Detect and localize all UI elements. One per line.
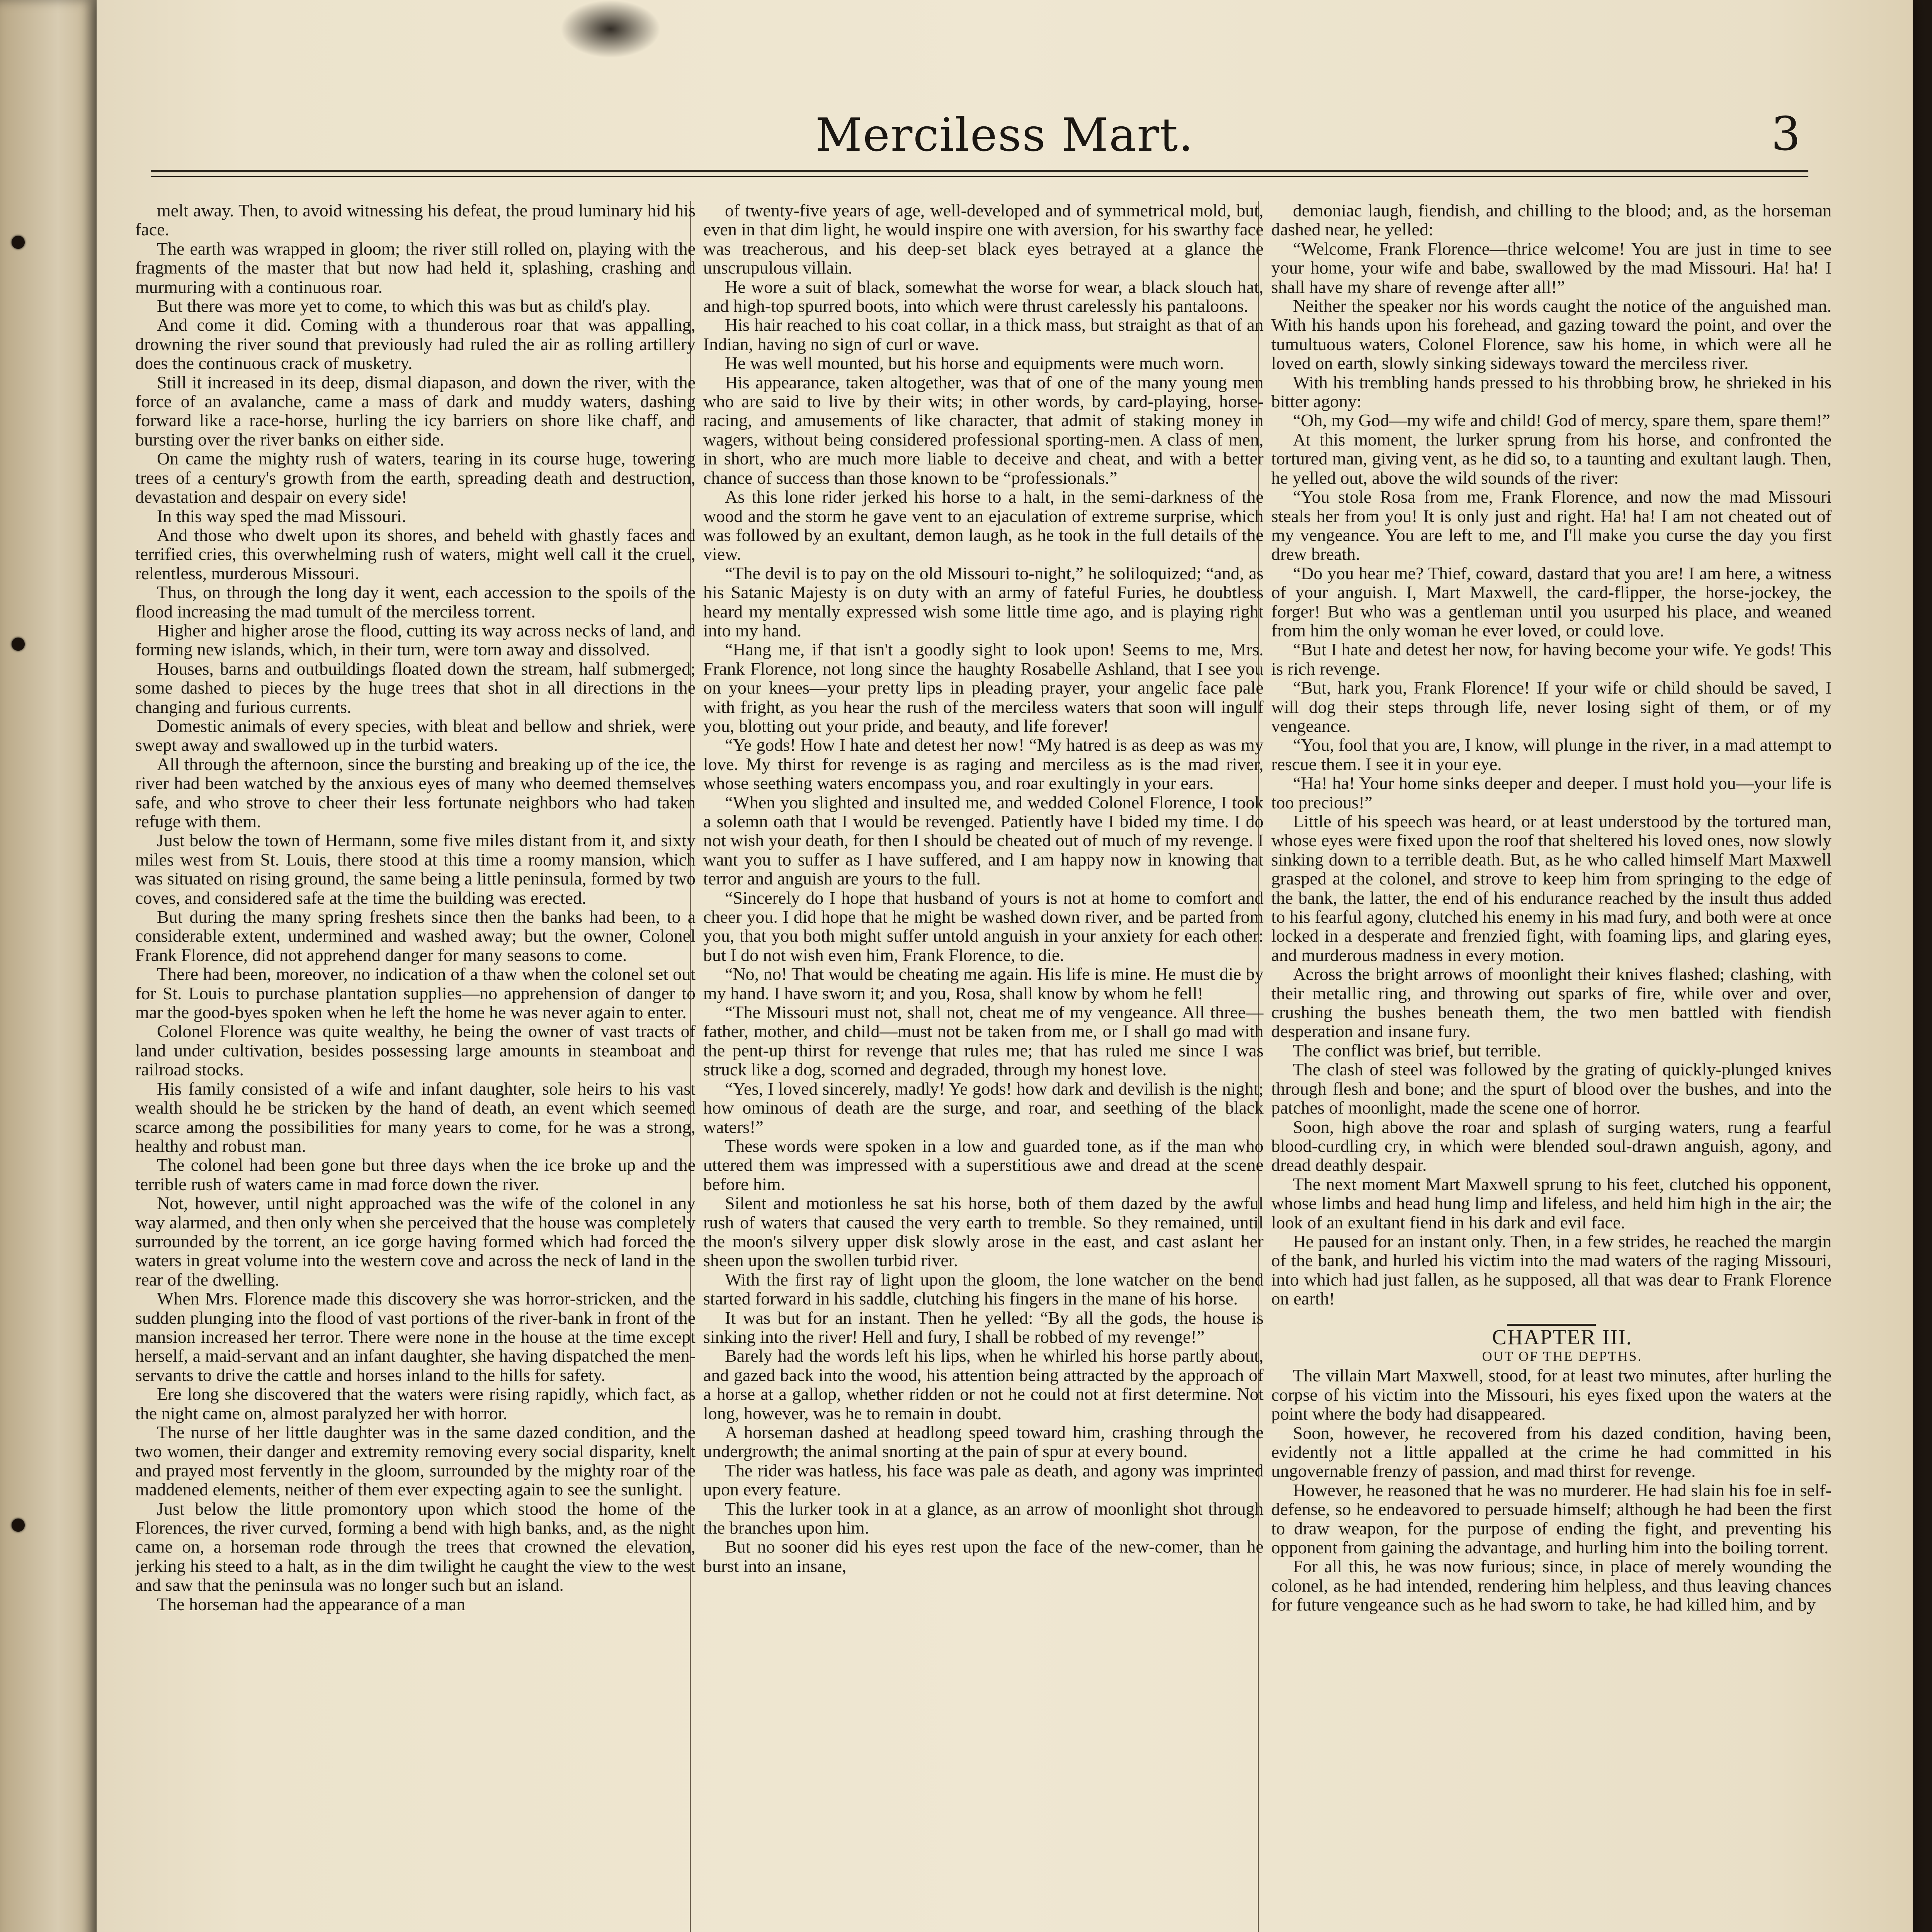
paragraph: With his trembling hands pressed to his throbbing brow, he shrieked in his bitter agony:	[1271, 372, 1832, 412]
paragraph: He was well mounted, but his horse and equipments were much worn.	[725, 353, 1224, 373]
paragraph: There had been, moreover, no indication of a thaw when the colonel set out for St. Louis to purchase plantation supplies—no apprehension of danger to mar the good-byes spoken when he left the home he was never again to enter.	[135, 964, 696, 1022]
paragraph: His hair reached to his coat collar, in a thick mass, but straight as that of an Indian, having no sign of curl or wave.	[703, 315, 1264, 354]
paragraph: This the lurker took in at a glance, as an arrow of moonlight shot through the branches upon him.	[703, 1498, 1264, 1538]
column-3-body	[1271, 201, 1832, 1308]
paragraph: Colonel Florence was quite wealthy, he being the owner of vast tracts of land under cultivation, besides possessing large amounts in steamboat and railroad stocks.	[135, 1021, 696, 1080]
paragraph: It was but for an instant. Then he yelled: “By all the gods, the house is sinking into the river! Hell and fury, I shall be robbed of my revenge!”	[703, 1308, 1264, 1347]
paragraph: “The devil is to pay on the old Missouri to-night,” he soliloquized; “and, as his Satanic Majesty is on duty with an army of fateful Furies, he doubtless heard my mentally expressed wish some little time ago, and is playing right into my hand.	[703, 563, 1264, 640]
paragraph: But there was more yet to come, to which this was but as child's play.	[157, 296, 651, 316]
paragraph: Higher and higher arose the flood, cutting its way across necks of land, and forming new islands, which, in their turn, were torn away and dissolved.	[135, 620, 696, 660]
running-title: Merciless Mart.	[815, 108, 1194, 162]
paragraph: Little of his speech was heard, or at least understood by the tortured man, whose eyes were fixed upon the roof that sheltered his loved ones, now slowly sinking down to a terrible death. But, as he who called himself Mart Maxwell grasped at the colonel, and strove to keep him from springing to the edge of the bank, the latter, the end of his endurance reached by the insult thus added to his fearful agony, clutched his enemy in his mad fury, and both were at once locked in a desperate and frenzied fight, with foaming lips, and glaring eyes, and murderous madness in every motion.	[1271, 811, 1832, 965]
paragraph: “Yes, I loved sincerely, madly! Ye gods! how dark and devilish is the night; how ominous of death are the surge, and roar, and seething of the black waters!”	[703, 1078, 1264, 1137]
paragraph: His family consisted of a wife and infant daughter, sole heirs to his vast wealth should he be stricken by the hand of death, an event which seemed scarce among the possibilities for many years to come, for he was a strong, healthy and robust man.	[135, 1078, 696, 1156]
paragraph: Just below the town of Hermann, some five miles distant from it, and sixty miles west from St. Louis, there stood at this time a roomy mansion, which was situated on rising ground, the same being a little peninsula, formed by two coves, and considered safe at the time the building was erected.	[135, 830, 696, 908]
binding-hole	[12, 236, 25, 249]
paragraph: Still it increased in its deep, dismal diapason, and down the river, with the force of an avalanche, came a mass of dark and muddy waters, dashing forward like a race-horse, hurling the icy barriers on shore like chaff, and bursting over the river banks on either side.	[135, 372, 696, 449]
paragraph: “Do you hear me? Thief, coward, dastard that you are! I am here, a witness of your anguish. I, Mart Maxwell, the card-flipper, the horse-jockey, the forger! But who was a gentleman until you usurped his place, and weaned from him the only woman he ever loved, or could love.	[1271, 563, 1832, 640]
ink-stain	[560, 0, 661, 58]
paragraph: of twenty-five years of age, well-developed and of symmetrical mold, but, even in that dim light, he would inspire one with aversion, for his swarthy face was treacherous, and his deep-set black eyes betrayed at a glance the unscrupulous villain.	[703, 201, 1264, 278]
paragraph: “Ye gods! How I hate and detest her now! “My hatred is as deep as was my love. My thirst for revenge is as raging and merciless as is the mad river, whose seething waters encompass you, and roar exultingly in your ears.	[703, 735, 1264, 793]
paragraph: demoniac laugh, fiendish, and chilling to the blood; and, as the horseman dashed near, he yelled:	[1271, 201, 1832, 240]
paragraph: With the first ray of light upon the gloom, the lone watcher on the bend started forward in his saddle, clutching his fingers in the mane of his horse.	[703, 1269, 1264, 1309]
paragraph: The conflict was brief, but terrible.	[1293, 1040, 1541, 1060]
page-header	[97, 93, 1913, 182]
paragraph: melt away. Then, to avoid witnessing his defeat, the proud luminary hid his face.	[135, 201, 696, 240]
paragraph: “Welcome, Frank Florence—thrice welcome! You are just in time to see your home, your wife and babe, swallowed by the mad Missouri. Ha! ha! I shall have my share of revenge after all!”	[1271, 238, 1832, 297]
paragraph: Across the bright arrows of moonlight their knives flashed; clashing, with their metallic ring, and throwing out sparks of fire, while over and over, crushing the bushes beneath them, the two men battled with fiendish desperation and insane fury.	[1271, 964, 1832, 1041]
paragraph: But during the many spring freshets since then the banks had been, to a considerable extent, undermined and washed away; but the owner, Colonel Frank Florence, did not apprehend danger for many seasons to come.	[135, 907, 696, 965]
paragraph: On came the mighty rush of waters, tearing in its course huge, towering trees of a century's growth from the earth, spreading death and destruction, devastation and despair on every side!	[135, 449, 696, 507]
paragraph: In this way sped the mad Missouri.	[157, 506, 406, 526]
paragraph: The rider was hatless, his face was pale as death, and agony was imprinted upon every feature.	[703, 1460, 1264, 1500]
paragraph: “But, hark you, Frank Florence! If your wife or child should be saved, I will dog their steps through life, never losing sight of them, or of my vengeance.	[1271, 678, 1832, 736]
binding-hole	[12, 638, 25, 651]
paragraph: “Sincerely do I hope that husband of yours is not at home to comfort and cheer you. I did hope that he might be washed down river, and be parted from you, that you both might suffer untold anguish in your anxiety for each other: but I do not wish even him, Frank Florence, to die.	[703, 888, 1264, 965]
header-rule	[151, 170, 1808, 177]
paragraph: His appearance, taken altogether, was that of one of the many young men who are said to live by their wits; in other words, by card-playing, horse-racing, and amusements of like character, that admit of staking money in wagers, without being considered professional sporting-men. A class of men, in short, who are much more liable to deceive and cheat, and with a better chance of success than those known to be “professionals.”	[703, 372, 1264, 488]
paragraph: Houses, barns and outbuildings floated down the stream, half submerged; some dashed to pieces by the huge trees that shot in all directions in the changing and furious currents.	[135, 658, 696, 717]
paragraph: Domestic animals of every species, with bleat and bellow and shriek, were swept away and swallowed up in the turbid waters.	[135, 716, 696, 755]
paragraph: When Mrs. Florence made this discovery she was horror-stricken, and the sudden plunging into the flood of vast portions of the river-bank in front of the mansion increased her terror. There were none in the house at the time except herself, a maid-servant and an infant daughter, she having dispatched the men-servants to drive the cattle and horses inland to the hills for safety.	[135, 1289, 696, 1385]
paragraph: At this moment, the lurker sprung from his horse, and confronted the tortured man, giving vent, as he did so, to a taunting and exultant laugh. Then, he yelled out, above the wild sounds of the river:	[1271, 429, 1832, 488]
paragraph: However, he reasoned that he was no murderer. He had slain his foe in self-defense, so he endeavored to persuade himself; although he had been the first to draw weapon, for the purpose of ending the fight, and preventing his opponent from gaining the advantage, and hurling him into the boiling torrent.	[1271, 1480, 1832, 1558]
newspaper-page	[97, 0, 1913, 1932]
paragraph: “Oh, my God—my wife and child! God of mercy, spare them, spare them!”	[1293, 410, 1830, 430]
paragraph: The earth was wrapped in gloom; the river still rolled on, playing with the fragments of the master that but now had held it, splashing, crashing and murmuring with a continuous roar.	[135, 238, 696, 297]
paragraph: “When you slighted and insulted me, and wedded Colonel Florence, I took a solemn oath that I would be revenged. Patiently have I bided my time. I do not wish your death, for then I should be cheated out of much of my revenge. I want you to suffer as I have suffered, and I am happy now in knowing that terror and anguish are yours to the full.	[703, 792, 1264, 889]
paragraph: These words were spoken in a low and guarded tone, as if the man who uttered them was impressed with a superstitious awe and dread at the scene before him.	[703, 1136, 1264, 1194]
paragraph: Not, however, until night approached was the wife of the colonel in any way alarmed, and then only when she perceived that the house was completely surrounded by the torrent, an ice gorge having formed which had forced the waters in great volume into the western cove and across the neck of land in the rear of the dwelling.	[135, 1193, 696, 1289]
paragraph: As this lone rider jerked his horse to a halt, in the semi-darkness of the wood and the storm he gave vent to an ejaculation of extreme surprise, which was followed by an exultant, demon laugh, as he took in the full details of the view.	[703, 487, 1264, 564]
paragraph: The colonel had been gone but three days when the ice broke up and the terrible rush of waters came in mad force down the river.	[135, 1155, 696, 1194]
text-column-3	[1271, 201, 1832, 1932]
paragraph: Thus, on through the long day it went, each accession to the spoils of the flood increasing the mad tumult of the merciless torrent.	[135, 582, 696, 621]
paragraph: And come it did. Coming with a thunderous roar that was appalling, drowning the river sound that previously had ruled the air as rolling artillery does the continuous crack of musketry.	[135, 315, 696, 373]
paragraph: “No, no! That would be cheating me again. His life is mine. He must die by my hand. I have sworn it; and you, Rosa, shall know by whom he fell!	[703, 964, 1264, 1003]
paragraph: “You, fool that you are, I know, will plunge in the river, in a mad attempt to rescue them. I see it in your eye.	[1271, 735, 1832, 774]
chapter-heading: CHAPTER III.	[1492, 1325, 1633, 1349]
paragraph: He wore a suit of black, somewhat the worse for wear, a black slouch hat, and high-top spurred boots, into which were thrust carelessly his pantaloons.	[703, 277, 1264, 316]
paragraph: All through the afternoon, since the bursting and breaking up of the ice, the river had been watched by the anxious eyes of many who deemed themselves safe, and who strove to cheer their less fortunate neighbors who had taken refuge with them.	[135, 754, 696, 831]
previous-page-edge	[0, 0, 97, 1932]
paragraph: The villain Mart Maxwell, stood, for at least two minutes, after hurling the corpse of his victim into the Missouri, his eyes fixed upon the waters at the point where the body had disappeared.	[1271, 1366, 1832, 1424]
paragraph: Neither the speaker nor his words caught the notice of the anguished man. With his hands upon his forehead, and gazing toward the point, and over the tumultuous waters, Colonel Florence, saw his home, in which were all he loved on earth, slowly sinking sideways toward the merciless river.	[1271, 296, 1832, 373]
paragraph: The next moment Mart Maxwell sprung to his feet, clutched his opponent, whose limbs and head hung limp and lifeless, and held him high in the air; the look of an exultant fiend in his dark and evil face.	[1271, 1174, 1832, 1232]
paragraph: Just below the little promontory upon which stood the home of the Florences, the river curved, forming a bend with high banks, and, as the night came on, a horseman rode through the trees that crowned the elevation, jerking his steed to a halt, as in the dim twilight he caught the view to the west and saw that the peninsula was no longer such but an island.	[135, 1498, 696, 1595]
chapter-body	[1271, 1366, 1832, 1614]
chapter-subheading: OUT OF THE DEPTHS.	[1482, 1348, 1643, 1364]
paragraph: For all this, he was now furious; since, in place of merely wounding the colonel, as he had intended, rendering him helpless, and thus leaving chances for future vengeance such as he had sworn to take, he had killed him, and by	[1271, 1556, 1832, 1615]
paragraph: “But I hate and detest her now, for having become your wife. Ye gods! This is rich revenge.	[1271, 639, 1832, 679]
paragraph: Soon, high above the roar and splash of surging waters, rung a fearful blood-curdling cry, in which were blended soul-drawn anguish, agony, and dread deathly despair.	[1271, 1117, 1832, 1175]
binding-hole	[12, 1519, 25, 1532]
text-column-1	[135, 201, 696, 1932]
paragraph: Silent and motionless he sat his horse, both of them dazed by the awful rush of waters that caused the very earth to tremble. So they remained, until the moon's silvery upper disk slowly arose in the east, and cast aslant her sheen upon the swollen turbid river.	[703, 1193, 1264, 1270]
paragraph: The clash of steel was followed by the grating of quickly-plunged knives through flesh and bone; and the spurt of blood over the bushes, and into the patches of moonlight, made the scene one of horror.	[1271, 1060, 1832, 1118]
paragraph: “Hang me, if that isn't a goodly sight to look upon! Seems to me, Mrs. Frank Florence, not long since the haughty Rosabelle Ashland, that I see you on your knees—your pretty lips in pleading prayer, your angelic face pale with fright, as you hear the rush of the merciless waters that soon will ingulf you, blotting out your pride, and beauty, and life forever!	[703, 639, 1264, 736]
page-number: 3	[1771, 107, 1801, 161]
paragraph: But no sooner did his eyes rest upon the face of the new-comer, than he burst into an insane,	[703, 1537, 1264, 1576]
paragraph: Soon, however, he recovered from his dazed condition, having been, evidently not a little appalled at the crime he had committed in his ungovernable frenzy of passion, and mad thirst for revenge.	[1271, 1423, 1832, 1481]
paragraph: He paused for an instant only. Then, in a few strides, he reached the margin of the bank, and hurled his victim into the mad waters of the raging Missouri, into which had just fallen, as he supposed, all that was dear to Frank Florence on earth!	[1271, 1231, 1832, 1309]
paragraph: Barely had the words left his lips, when he whirled his horse partly about, and gazed back into the wood, his attention being attracted by the approach of a horse at a gallop, whether ridden or not he could not at first determine. Not long, however, was he to remain in doubt.	[703, 1346, 1264, 1423]
paragraph: “Ha! ha! Your home sinks deeper and deeper. I must hold you—your life is too precious!”	[1271, 773, 1832, 812]
paragraph: The nurse of her little daughter was in the same dazed condition, and the two women, their danger and extremity removing every social disparity, knelt and prayed most fervently in the gloom, surrounded by the mighty roar of the maddened elements, neither of them ever expecting again to see the sunlight.	[135, 1422, 696, 1500]
paragraph: The horseman had the appearance of a man	[157, 1594, 466, 1614]
text-column-2	[703, 201, 1264, 1932]
paragraph: “The Missouri must not, shall not, cheat me of my vengeance. All three—father, mother, and child—must not be taken from me, or I shall go mad with the pent-up thirst for revenge that rules me; that has ruled me since I was struck like a dog, scorned and degraded, through my honest love.	[703, 1002, 1264, 1080]
paragraph: And those who dwelt upon its shores, and beheld with ghastly faces and terrified cries, this overwhelming rush of waters, might well call it the cruel, relentless, murderous Missouri.	[135, 525, 696, 583]
paragraph: “You stole Rosa from me, Frank Florence, and now the mad Missouri steals her from you! It is only just and right. Ha! ha! I am not cheated out of my vengeance. You are left to me, and I'll make you curse the day you first drew breath.	[1271, 487, 1832, 564]
paragraph: A horseman dashed at headlong speed toward him, crashing through the undergrowth; the animal snorting at the pain of spur at every bound.	[703, 1422, 1264, 1461]
paragraph: Ere long she discovered that the waters were rising rapidly, which fact, as the night came on, almost paralyzed her with horror.	[135, 1384, 696, 1423]
